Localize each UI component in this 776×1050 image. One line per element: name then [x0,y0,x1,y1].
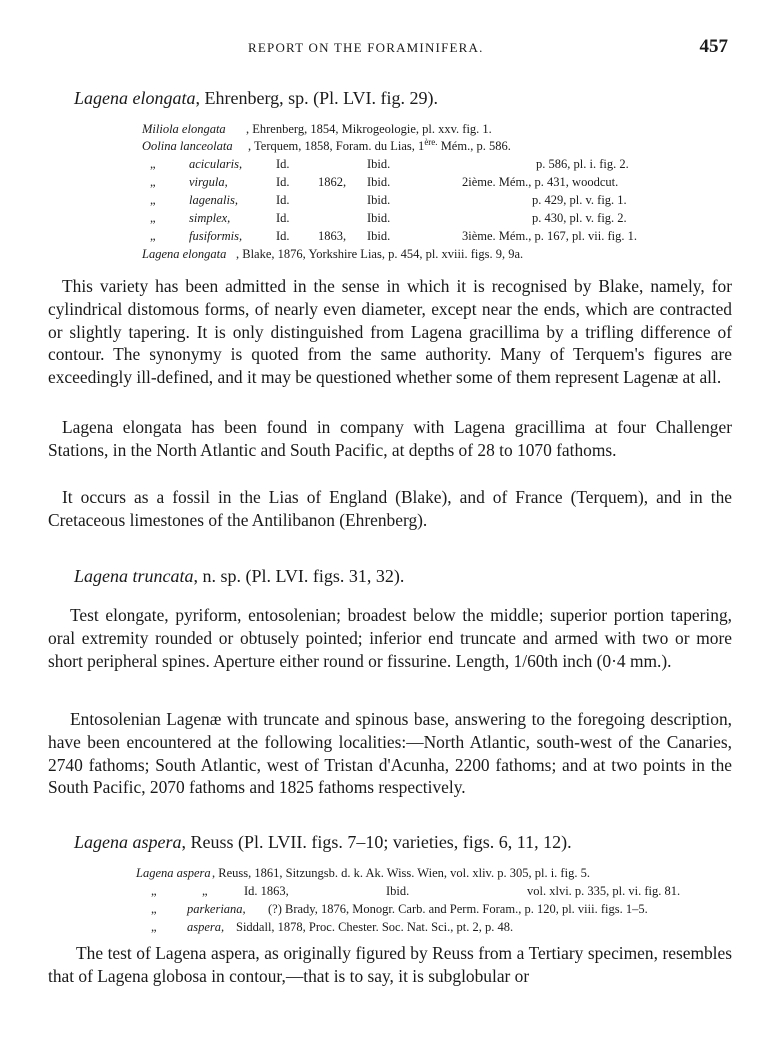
synonymy-line: „ simplex, Id. Ibid. p. 430, pl. v. fig. 2. [150,211,627,225]
synonymy-line: Lagena aspera , Reuss, 1861, Sitzungsb. d. k. Ak. Wiss. Wien, vol. xliv. p. 305, pl. i. fig. 5. [136,866,590,880]
synonymy-line: „ lagenalis, Id. Ibid. p. 429, pl. v. fig. 1. [150,193,627,207]
synonymy-line: „ virgula, Id. 1862, Ibid. 2ième. Mém., p. 431, woodcut. [150,175,619,189]
page-number: 457 [699,36,728,57]
synonymy-line: Miliola elongata , Ehrenberg, 1854, Mikrogeologie, pl. xxv. fig. 1. [142,122,492,136]
synonymy-line: „ parkeriana, (?) Brady, 1876, Monogr. Carb. and Perm. Foram., p. 120, pl. viii. figs. 1–5. [151,902,648,916]
body-paragraph: Test elongate, pyriform, entosolenian; broadest below the middle; superior portion tapering, oral extremity rounded or obtusely pointed; inferior end truncate and armed with two or more short peripheral spines. Aperture either round or fissurine. Length, 1/60th inch (0·4 mm.). [48,605,732,671]
body-paragraph: Entosolenian Lagenæ with truncate and spinous base, answering to the foregoing description, have been encountered at the following localities:—North Atlantic, south-west of the Canaries, 2740 fathoms; South Atlantic, west of Tristan d'Acunha, 2200 fathoms; and at two points in the South Pacific, 2070 fathoms and 1825 fathoms respectively. [48,709,732,798]
synonymy-line: Oolina lanceolata , Terquem, 1858, Foram. du Lias, $1^{ère.}$ Mém., p. 586. [142,136,511,153]
synonymy-line: „ fusiformis, Id. 1863, Ibid. 3ième. Mém., p. 167, pl. vii. fig. 1. [150,229,637,243]
species-heading-truncata: Lagena truncata, n. sp. (Pl. LVI. figs. 31, 32). [74,566,405,586]
running-title: REPORT ON THE FORAMINIFERA. [248,40,484,55]
species-heading-elongata: Lagena elongata, Ehrenberg, sp. (Pl. LVI. fig. 29). [74,88,438,108]
synonymy-line: „ acicularis, Id. Ibid. p. 586, pl. i. fig. 2. [150,157,629,171]
body-paragraph: It occurs as a fossil in the Lias of England (Blake), and of France (Terquem), and in the Cretaceous limestones of the Antilibanon (Ehrenberg). [48,487,732,530]
body-paragraph: This variety has been admitted in the sense in which it is recognised by Blake, namely, for cylindrical distomous forms, of nearly even diameter, except near the ends, which are contracted or slightly tapering. It is only distinguished from Lagena gracillima by a trifling difference of contour. The synonymy is quoted from the same authority. Many of Terquem's figures are exceedingly ill-defined, and it may be questioned whether some of them represent Lagenæ at all. [48,276,732,388]
synonymy-line: Lagena elongata , Blake, 1876, Yorkshire Lias, p. 454, pl. xviii. figs. 9, 9a. [142,247,524,261]
body-paragraph: Lagena elongata has been found in company with Lagena gracillima at four Challenger Stations, in the North Atlantic and South Pacific, at depths of 28 to 1070 fathoms. [48,417,732,460]
synonymy-line: „ aspera, Siddall, 1878, Proc. Chester. Soc. Nat. Sci., pt. 2, p. 48. [151,920,514,934]
species-heading-aspera: Lagena aspera, Reuss (Pl. LVII. figs. 7–10; varieties, figs. 6, 11, 12). [74,832,572,852]
running-header [48,36,728,64]
synonymy-line: „ „ Id. 1863, Ibid. vol. xlvi. p. 335, pl. vi. fig. 81. [151,884,681,898]
body-paragraph: The test of Lagena aspera, as originally figured by Reuss from a Tertiary specimen, resembles that of Lagena globosa in contour,—that is to say, it is subglobular or [48,943,732,986]
